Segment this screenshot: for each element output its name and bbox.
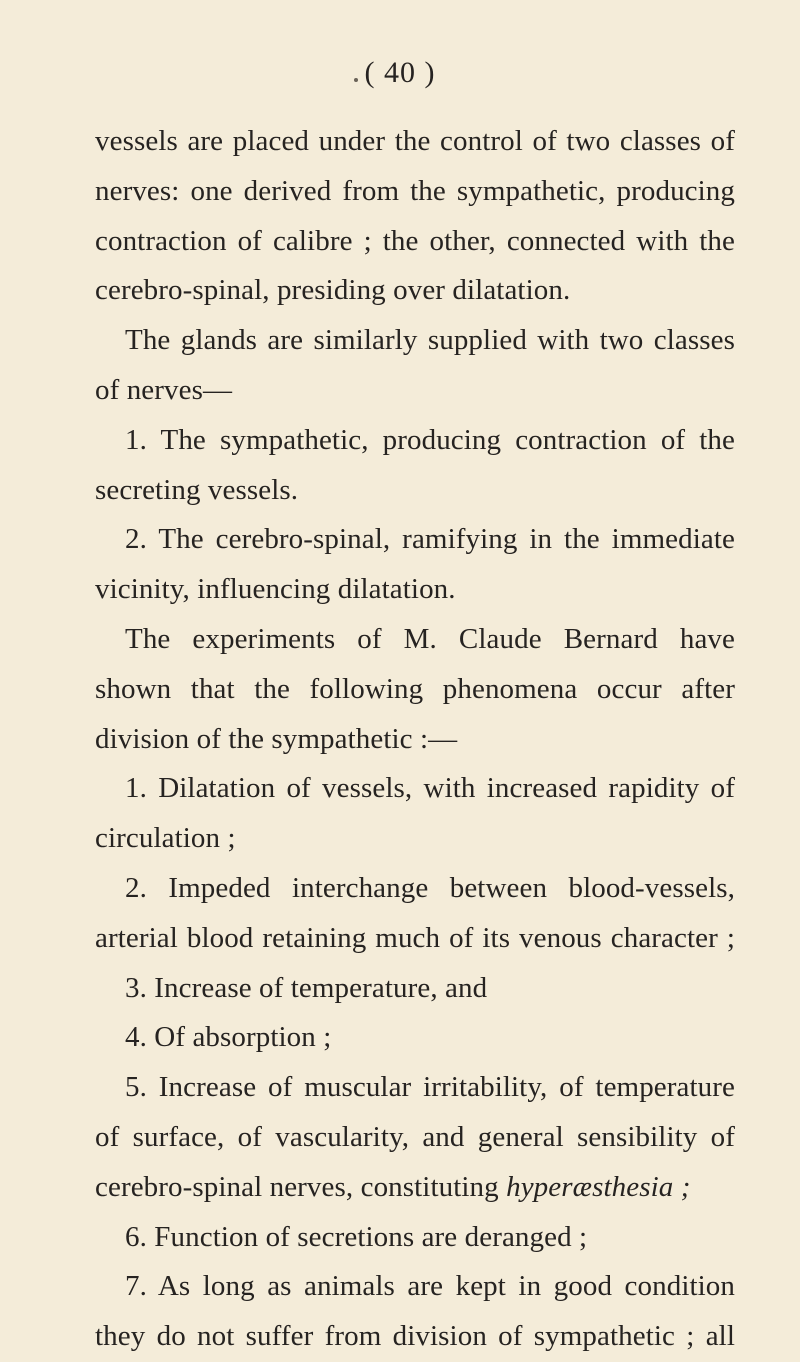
text-line xyxy=(95,117,735,167)
text-line xyxy=(95,316,735,366)
text-line-content: cerebro-spinal, presiding over dilatation. xyxy=(95,274,571,307)
text-line-content: 5. Increase of muscular irritability, of temperature xyxy=(125,1071,735,1104)
text-line-content: nerves: one derived from the sympathetic, producing xyxy=(95,174,735,207)
text-line-content: 4. Of absorption ; xyxy=(125,1021,332,1054)
text-line-content: 1. Dilatation of vessels, with increased rapidity of xyxy=(125,772,735,805)
text-line xyxy=(95,515,735,565)
text-line-content: of surface, of vascularity, and general sensibility of xyxy=(95,1120,735,1153)
text-line-content: circulation ; xyxy=(95,822,236,855)
text-line xyxy=(95,914,735,964)
text-line-content: secreting vessels. xyxy=(95,473,299,506)
text-line xyxy=(95,615,735,665)
text-line-content: The glands are similarly supplied with two classes xyxy=(125,324,735,357)
text-line-content: contraction of calibre ; the other, connected with the xyxy=(95,224,735,257)
text-line-content: 2. Impeded interchange between blood-vessels, xyxy=(125,871,735,904)
text-line-content: 6. Function of secretions are deranged ; xyxy=(125,1220,588,1253)
text-line-content: of nerves— xyxy=(95,373,233,406)
text-line xyxy=(95,715,735,765)
text-line xyxy=(95,167,735,217)
text-line-content: division of the sympathetic :— xyxy=(95,722,458,755)
text-line xyxy=(95,964,735,1014)
text-line-content: 3. Increase of temperature, and xyxy=(125,971,488,1004)
text-line xyxy=(95,764,735,814)
text-line xyxy=(95,1213,735,1263)
text-line xyxy=(95,416,735,466)
text-line xyxy=(95,565,735,615)
text-line xyxy=(95,665,735,715)
page-number xyxy=(0,56,800,90)
text-line-content: they do not suffer from division of sympathetic ; all xyxy=(95,1320,735,1353)
text-line xyxy=(95,1113,735,1163)
ink-dot xyxy=(354,78,358,82)
text-line-content: cerebro-spinal nerves, constituting xyxy=(95,1170,499,1203)
text-line-content: arterial blood retaining much of its venous character ; xyxy=(95,921,735,954)
text-line xyxy=(95,217,735,267)
text-line xyxy=(95,814,735,864)
text-line xyxy=(95,1013,735,1063)
text-line xyxy=(95,366,735,416)
text-line-content: shown that the following phenomena occur after xyxy=(95,672,735,705)
text-line xyxy=(95,1063,735,1113)
text-line xyxy=(95,864,735,914)
text-line xyxy=(95,1163,735,1213)
text-line-content: 7. As long as animals are kept in good condition xyxy=(125,1270,735,1303)
text-line xyxy=(95,466,735,516)
text-line-content: vicinity, influencing dilatation. xyxy=(95,573,456,606)
text-line xyxy=(95,1262,735,1312)
text-line xyxy=(95,266,735,316)
page-number-text: ( 40 ) xyxy=(364,56,436,89)
body-text xyxy=(95,117,735,1362)
text-line-content: The experiments of M. Claude Bernard have xyxy=(125,622,735,655)
text-line xyxy=(95,1312,735,1362)
text-line-content: 1. The sympathetic, producing contraction of the xyxy=(125,423,735,456)
italic-term: hyperæsthesia ; xyxy=(506,1170,691,1203)
text-line-content: 2. The cerebro-spinal, ramifying in the immediate xyxy=(125,523,735,556)
text-line-content: vessels are placed under the control of two classes of xyxy=(95,125,735,157)
